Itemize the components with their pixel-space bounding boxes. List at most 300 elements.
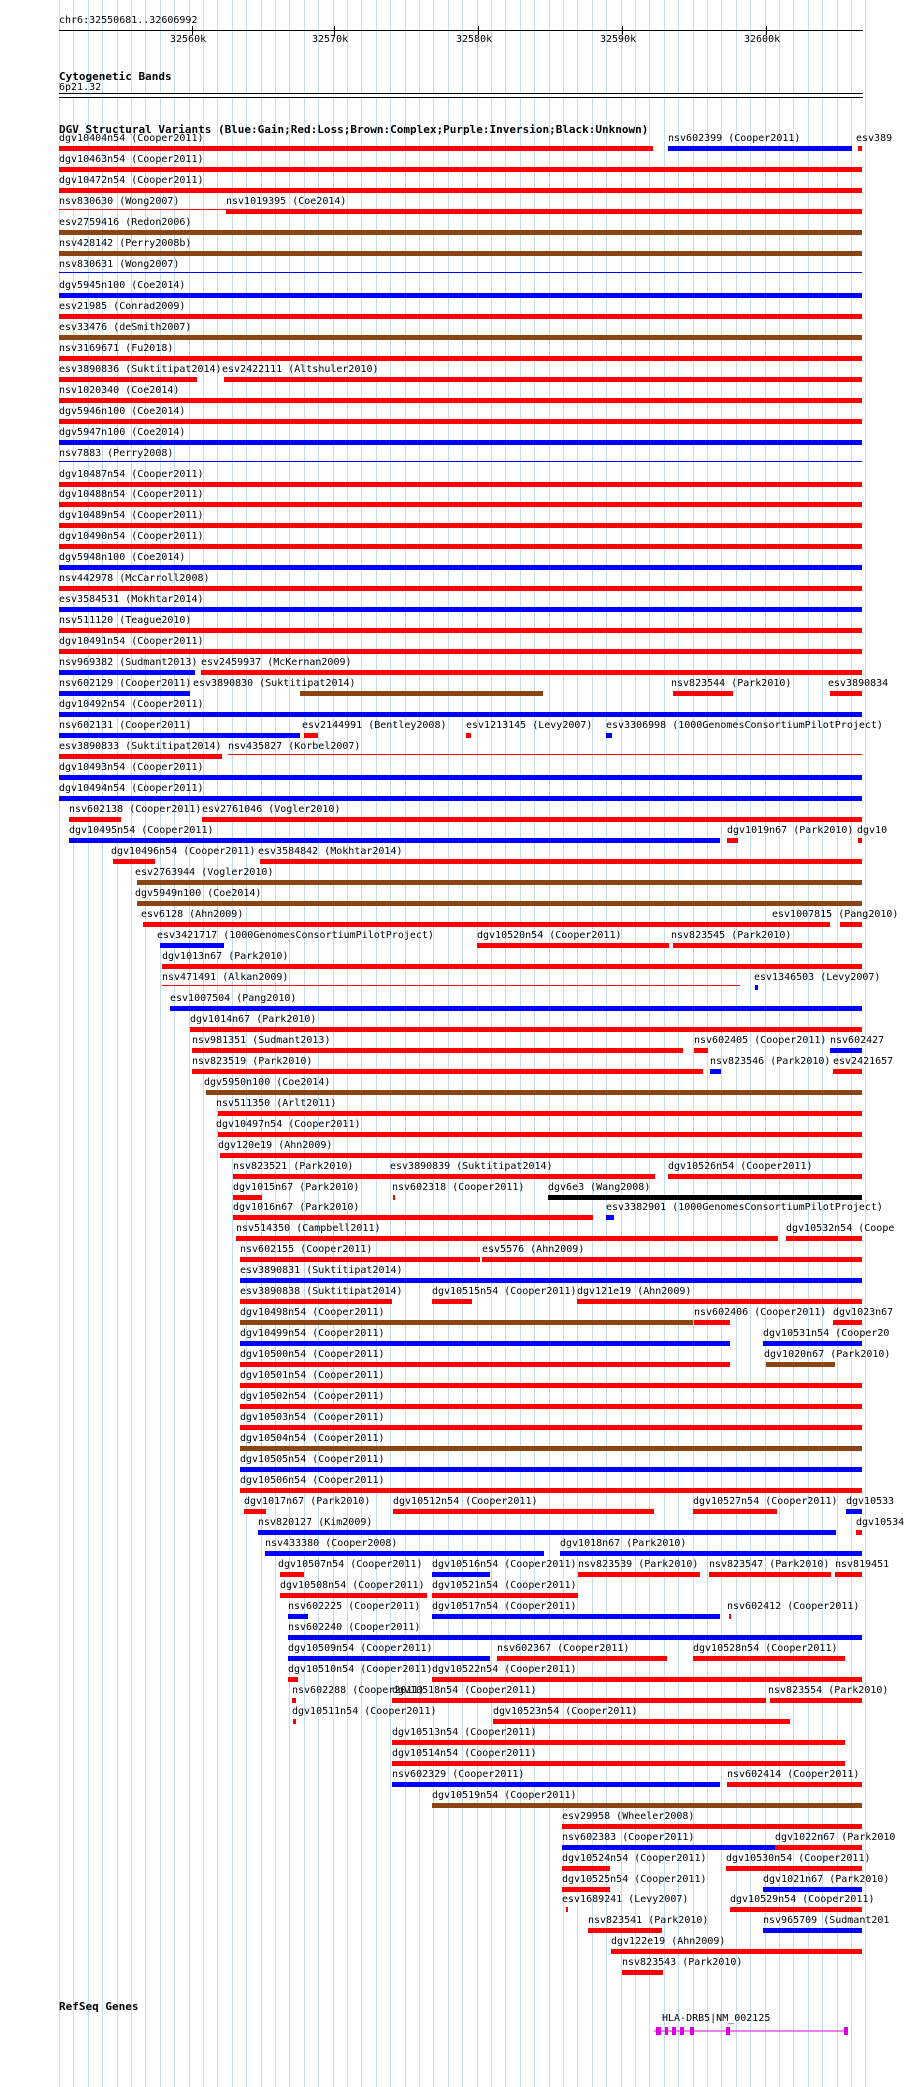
sv-feature-label[interactable]: esv1007815 (Pang2010): [772, 909, 899, 920]
sv-feature-label[interactable]: nsv823546 (Park2010): [710, 1056, 831, 1067]
sv-feature-label[interactable]: esv3890838 (Suktitipat2014): [240, 1286, 403, 1297]
sv-feature-label[interactable]: esv5576 (Ahn2009): [482, 1244, 585, 1255]
sv-feature-bar[interactable]: [59, 146, 653, 151]
sv-feature-label[interactable]: dgv1019n67 (Park2010): [727, 825, 854, 836]
sv-feature-bar[interactable]: [201, 670, 862, 675]
sv-feature-bar[interactable]: [59, 419, 862, 424]
sv-feature-bar[interactable]: [192, 1048, 683, 1053]
sv-feature-label[interactable]: esv6128 (Ahn2009): [141, 909, 244, 920]
sv-feature-label[interactable]: nsv602131 (Cooper2011): [59, 720, 192, 731]
sv-feature-bar[interactable]: [288, 1656, 490, 1661]
sv-feature-label[interactable]: dgv10518n54 (Cooper2011): [392, 1685, 537, 1696]
sv-feature-label[interactable]: dgv10503n54 (Cooper2011): [240, 1412, 385, 1423]
sv-feature-bar[interactable]: [770, 1698, 862, 1703]
sv-feature-bar[interactable]: [233, 1215, 593, 1220]
sv-feature-label[interactable]: dgv6e3 (Wang2008): [548, 1182, 651, 1193]
sv-feature-label[interactable]: nsv823554 (Park2010): [768, 1685, 889, 1696]
sv-feature-bar[interactable]: [113, 859, 155, 864]
sv-feature-bar[interactable]: [288, 1677, 298, 1682]
sv-feature-label[interactable]: dgv10497n54 (Cooper2011): [216, 1119, 361, 1130]
sv-feature-label[interactable]: dgv1022n67 (Park2010: [775, 1832, 896, 1843]
sv-feature-bar[interactable]: [293, 1719, 296, 1724]
sv-feature-label[interactable]: nsv823547 (Park2010): [709, 1559, 830, 1570]
sv-feature-bar[interactable]: [260, 859, 862, 864]
sv-feature-bar[interactable]: [578, 1572, 700, 1577]
sv-feature-label[interactable]: dgv10523n54 (Cooper2011): [493, 1706, 638, 1717]
sv-feature-bar[interactable]: [833, 1320, 862, 1325]
sv-feature-label[interactable]: dgv10495n54 (Cooper2011): [69, 825, 214, 836]
sv-feature-label[interactable]: dgv1018n67 (Park2010): [560, 1538, 687, 1549]
sv-feature-label[interactable]: esv3584842 (Mokhtar2014): [258, 846, 403, 857]
sv-feature-label[interactable]: dgv10530n54 (Cooper2011): [726, 1853, 871, 1864]
sv-feature-bar[interactable]: [240, 1467, 862, 1472]
sv-feature-bar[interactable]: [840, 922, 862, 927]
sv-feature-bar[interactable]: [482, 1257, 862, 1262]
sv-feature-bar[interactable]: [729, 1614, 731, 1619]
sv-feature-bar[interactable]: [562, 1824, 862, 1829]
sv-feature-label[interactable]: nsv602405 (Cooper2011): [694, 1035, 827, 1046]
sv-feature-label[interactable]: dgv10512n54 (Cooper2011): [393, 1496, 538, 1507]
sv-feature-bar[interactable]: [432, 1677, 862, 1682]
sv-feature-bar[interactable]: [392, 1782, 720, 1787]
sv-feature-label[interactable]: nsv965709 (Sudmant201: [763, 1915, 890, 1926]
sv-feature-bar[interactable]: [59, 335, 862, 340]
sv-feature-label[interactable]: esv2422111 (Altshuler2010): [222, 364, 379, 375]
sv-feature-bar[interactable]: [240, 1341, 730, 1346]
sv-feature-bar[interactable]: [160, 943, 224, 948]
sv-feature-bar[interactable]: [190, 1027, 862, 1032]
cytoband-bar[interactable]: [59, 93, 863, 98]
sv-feature-bar[interactable]: [162, 964, 862, 969]
sv-feature-label[interactable]: dgv1020n67 (Park2010): [764, 1349, 891, 1360]
sv-feature-label[interactable]: dgv10504n54 (Cooper2011): [240, 1433, 385, 1444]
sv-feature-bar[interactable]: [493, 1719, 790, 1724]
sv-feature-label[interactable]: esv3306998 (1000GenomesConsortiumPilotProject): [606, 720, 883, 731]
sv-feature-bar[interactable]: [59, 314, 862, 319]
sv-feature-label[interactable]: dgv10533: [846, 1496, 895, 1507]
sv-feature-bar[interactable]: [240, 1299, 392, 1304]
sv-feature-bar[interactable]: [258, 1530, 836, 1535]
sv-feature-bar[interactable]: [137, 901, 862, 906]
sv-feature-label[interactable]: esv2759416 (Redon2006): [59, 217, 192, 228]
sv-feature-label[interactable]: dgv10521n54 (Cooper2011): [432, 1580, 577, 1591]
sv-feature-bar[interactable]: [548, 1195, 862, 1200]
sv-feature-label[interactable]: nsv823545 (Park2010): [671, 930, 792, 941]
sv-feature-label[interactable]: nsv830630 (Wong2007): [59, 196, 180, 207]
sv-feature-label[interactable]: esv3382901 (1000GenomesConsortiumPilotProject): [606, 1202, 883, 1213]
sv-feature-bar[interactable]: [668, 1174, 862, 1179]
sv-feature-bar[interactable]: [137, 880, 862, 885]
sv-feature-bar[interactable]: [560, 1551, 862, 1556]
sv-feature-label[interactable]: nsv602383 (Cooper2011): [562, 1832, 695, 1843]
sv-feature-label[interactable]: nsv981351 (Sudmant2013): [192, 1035, 331, 1046]
sv-feature-label[interactable]: nsv433380 (Cooper2008): [265, 1538, 398, 1549]
sv-feature-bar[interactable]: [218, 1132, 862, 1137]
sv-feature-bar[interactable]: [220, 1153, 862, 1158]
sv-feature-bar[interactable]: [59, 691, 190, 696]
sv-feature-bar[interactable]: [280, 1572, 304, 1577]
sv-feature-label[interactable]: dgv10517n54 (Cooper2011): [432, 1601, 577, 1612]
sv-feature-label[interactable]: esv3421717 (1000GenomesConsortiumPilotProject): [157, 930, 434, 941]
sv-feature-label[interactable]: dgv5945n100 (Coe2014): [59, 280, 186, 291]
sv-feature-bar[interactable]: [693, 1656, 845, 1661]
sv-feature-bar[interactable]: [673, 943, 862, 948]
sv-feature-label[interactable]: nsv819451: [835, 1559, 890, 1570]
sv-feature-label[interactable]: dgv10532n54 (Coope: [786, 1223, 895, 1234]
sv-feature-bar[interactable]: [611, 1949, 862, 1954]
sv-feature-bar[interactable]: [170, 1006, 862, 1011]
sv-feature-bar[interactable]: [240, 1278, 862, 1283]
sv-feature-label[interactable]: nsv602288 (Cooper2011): [292, 1685, 425, 1696]
sv-feature-label[interactable]: esv1346503 (Levy2007): [754, 972, 881, 983]
sv-feature-bar[interactable]: [477, 943, 669, 948]
sv-feature-bar[interactable]: [288, 1614, 308, 1619]
sv-feature-bar[interactable]: [673, 691, 733, 696]
sv-feature-bar[interactable]: [218, 1111, 862, 1116]
sv-feature-label[interactable]: dgv10404n54 (Cooper2011): [59, 133, 204, 144]
sv-feature-label[interactable]: dgv1013n67 (Park2010): [162, 951, 289, 962]
sv-feature-bar[interactable]: [59, 796, 862, 801]
sv-feature-label[interactable]: nsv1019395 (Coe2014): [226, 196, 347, 207]
sv-feature-bar[interactable]: [59, 754, 222, 759]
sv-feature-label[interactable]: esv3890830 (Suktitipat2014): [193, 678, 356, 689]
sv-feature-label[interactable]: dgv10508n54 (Cooper2011): [280, 1580, 425, 1591]
sv-feature-bar[interactable]: [786, 1236, 862, 1241]
sv-feature-bar[interactable]: [162, 985, 740, 986]
sv-feature-bar[interactable]: [727, 1782, 862, 1787]
sv-feature-label[interactable]: dgv10529n54 (Cooper2011): [730, 1894, 875, 1905]
sv-feature-label[interactable]: dgv120e19 (Ahn2009): [218, 1140, 333, 1151]
sv-feature-label[interactable]: dgv10528n54 (Cooper2011): [693, 1643, 838, 1654]
sv-feature-label[interactable]: nsv969382 (Sudmant2013): [59, 657, 198, 668]
sv-feature-bar[interactable]: [59, 356, 862, 361]
sv-feature-label[interactable]: dgv1021n67 (Park2010): [763, 1874, 890, 1885]
sv-feature-label[interactable]: dgv10505n54 (Cooper2011): [240, 1454, 385, 1465]
sv-feature-label[interactable]: nsv7883 (Perry2008): [59, 448, 174, 459]
sv-feature-bar[interactable]: [59, 461, 862, 462]
sv-feature-label[interactable]: dgv10: [857, 825, 888, 836]
sv-feature-bar[interactable]: [392, 1698, 766, 1703]
sv-feature-label[interactable]: nsv602427: [830, 1035, 885, 1046]
sv-feature-label[interactable]: nsv823541 (Park2010): [588, 1915, 709, 1926]
sv-feature-label[interactable]: esv3890834: [828, 678, 889, 689]
sv-feature-bar[interactable]: [763, 1341, 862, 1346]
sv-feature-bar[interactable]: [226, 209, 862, 214]
sv-feature-bar[interactable]: [432, 1614, 720, 1619]
sv-feature-bar[interactable]: [835, 1572, 862, 1577]
sv-feature-label[interactable]: dgv10502n54 (Cooper2011): [240, 1391, 385, 1402]
sv-feature-bar[interactable]: [432, 1593, 578, 1598]
sv-feature-label[interactable]: dgv10506n54 (Cooper2011): [240, 1475, 385, 1486]
sv-feature-label[interactable]: nsv511120 (Teague2010): [59, 615, 192, 626]
sv-feature-bar[interactable]: [858, 838, 862, 843]
sv-feature-label[interactable]: nsv602240 (Cooper2011): [288, 1622, 421, 1633]
sv-feature-label[interactable]: dgv10534: [856, 1517, 904, 1528]
sv-feature-bar[interactable]: [393, 1195, 395, 1200]
sv-feature-label[interactable]: dgv10501n54 (Cooper2011): [240, 1370, 385, 1381]
sv-feature-bar[interactable]: [202, 817, 862, 822]
sv-feature-label[interactable]: esv2761046 (Vogler2010): [202, 804, 341, 815]
sv-feature-label[interactable]: nsv602318 (Cooper2011): [392, 1182, 525, 1193]
sv-feature-bar[interactable]: [59, 607, 862, 612]
sv-feature-bar[interactable]: [392, 1761, 845, 1766]
sv-feature-bar[interactable]: [292, 1698, 296, 1703]
sv-feature-label[interactable]: esv3890831 (Suktitipat2014): [240, 1265, 403, 1276]
sv-feature-label[interactable]: nsv602414 (Cooper2011): [727, 1769, 860, 1780]
sv-feature-label[interactable]: esv2459937 (McKernan2009): [201, 657, 352, 668]
sv-feature-bar[interactable]: [730, 1907, 862, 1912]
sv-feature-label[interactable]: dgv10522n54 (Cooper2011): [432, 1664, 577, 1675]
sv-feature-bar[interactable]: [69, 838, 720, 843]
sv-feature-bar[interactable]: [59, 565, 862, 570]
sv-feature-label[interactable]: nsv602129 (Cooper2011): [59, 678, 192, 689]
sv-feature-label[interactable]: nsv511350 (Arlt2011): [216, 1098, 337, 1109]
sv-feature-bar[interactable]: [59, 733, 300, 738]
sv-feature-label[interactable]: nsv823543 (Park2010): [622, 1957, 743, 1968]
sv-feature-bar[interactable]: [830, 1048, 862, 1053]
sv-feature-label[interactable]: nsv830631 (Wong2007): [59, 259, 180, 270]
sv-feature-bar[interactable]: [763, 1887, 862, 1892]
sv-feature-label[interactable]: dgv122e19 (Ahn2009): [611, 1936, 726, 1947]
sv-feature-label[interactable]: nsv514350 (Campbell2011): [236, 1223, 381, 1234]
sv-feature-bar[interactable]: [280, 1593, 427, 1598]
sv-feature-bar[interactable]: [244, 1509, 266, 1514]
sv-feature-label[interactable]: esv389: [856, 133, 893, 144]
sv-feature-bar[interactable]: [59, 251, 862, 256]
sv-feature-label[interactable]: dgv10463n54 (Cooper2011): [59, 154, 204, 165]
sv-feature-label[interactable]: nsv602399 (Cooper2011): [668, 133, 801, 144]
sv-feature-bar[interactable]: [497, 1656, 667, 1661]
sv-feature-label[interactable]: dgv10491n54 (Cooper2011): [59, 636, 204, 647]
sv-feature-bar[interactable]: [766, 1362, 835, 1367]
sv-feature-label[interactable]: esv29958 (Wheeler2008): [562, 1811, 695, 1822]
sv-feature-bar[interactable]: [606, 1215, 614, 1220]
sv-feature-label[interactable]: dgv10499n54 (Cooper2011): [240, 1328, 385, 1339]
sv-feature-bar[interactable]: [59, 398, 862, 403]
sv-feature-bar[interactable]: [233, 1195, 262, 1200]
sv-feature-label[interactable]: dgv10531n54 (Cooper20: [763, 1328, 890, 1339]
sv-feature-label[interactable]: nsv602367 (Cooper2011): [497, 1643, 630, 1654]
sv-feature-bar[interactable]: [59, 377, 197, 382]
sv-feature-label[interactable]: nsv820127 (Kim2009): [258, 1517, 373, 1528]
sv-feature-label[interactable]: dgv10489n54 (Cooper2011): [59, 510, 204, 521]
sv-feature-label[interactable]: esv3584531 (Mokhtar2014): [59, 594, 204, 605]
sv-feature-label[interactable]: nsv602138 (Cooper2011): [69, 804, 202, 815]
sv-feature-label[interactable]: nsv823519 (Park2010): [192, 1056, 313, 1067]
sv-feature-bar[interactable]: [830, 691, 862, 696]
sv-feature-bar[interactable]: [59, 482, 862, 487]
sv-feature-bar[interactable]: [693, 1509, 777, 1514]
sv-feature-bar[interactable]: [300, 691, 543, 696]
sv-feature-label[interactable]: dgv10526n54 (Cooper2011): [668, 1161, 813, 1172]
sv-feature-bar[interactable]: [59, 670, 195, 675]
sv-feature-bar[interactable]: [304, 733, 318, 738]
sv-feature-label[interactable]: nsv602155 (Cooper2011): [240, 1244, 373, 1255]
sv-feature-bar[interactable]: [240, 1404, 862, 1409]
sv-feature-bar[interactable]: [59, 440, 862, 445]
sv-feature-label[interactable]: nsv428142 (Perry2008b): [59, 238, 192, 249]
sv-feature-label[interactable]: nsv823521 (Park2010): [233, 1161, 354, 1172]
sv-feature-bar[interactable]: [392, 1740, 845, 1745]
sv-feature-bar[interactable]: [59, 502, 862, 507]
sv-feature-bar[interactable]: [240, 1257, 480, 1262]
sv-feature-label[interactable]: nsv823544 (Park2010): [671, 678, 792, 689]
sv-feature-bar[interactable]: [192, 1069, 703, 1074]
sv-feature-bar[interactable]: [59, 272, 862, 273]
sv-feature-bar[interactable]: [393, 1509, 654, 1514]
sv-feature-bar[interactable]: [59, 586, 862, 591]
sv-feature-label[interactable]: dgv5950n100 (Coe2014): [204, 1077, 331, 1088]
sv-feature-bar[interactable]: [577, 1299, 862, 1304]
sv-feature-bar[interactable]: [265, 1551, 544, 1556]
sv-feature-label[interactable]: dgv10498n54 (Cooper2011): [240, 1307, 385, 1318]
sv-feature-label[interactable]: dgv10500n54 (Cooper2011): [240, 1349, 385, 1360]
sv-feature-bar[interactable]: [59, 628, 862, 633]
sv-feature-label[interactable]: dgv10520n54 (Cooper2011): [477, 930, 622, 941]
sv-feature-label[interactable]: esv3890833 (Suktitipat2014): [59, 741, 222, 752]
sv-feature-label[interactable]: nsv602412 (Cooper2011): [727, 1601, 860, 1612]
sv-feature-label[interactable]: esv1213145 (Levy2007): [466, 720, 593, 731]
sv-feature-label[interactable]: esv1689241 (Levy2007): [562, 1894, 689, 1905]
sv-feature-bar[interactable]: [240, 1320, 693, 1325]
sv-feature-bar[interactable]: [432, 1299, 472, 1304]
sv-feature-bar[interactable]: [709, 1572, 831, 1577]
sv-feature-bar[interactable]: [240, 1362, 730, 1367]
sv-feature-label[interactable]: dgv5948n100 (Coe2014): [59, 552, 186, 563]
sv-feature-label[interactable]: dgv1023n67: [833, 1307, 894, 1318]
sv-feature-label[interactable]: esv2763944 (Vogler2010): [135, 867, 274, 878]
sv-feature-label[interactable]: dgv10493n54 (Cooper2011): [59, 762, 204, 773]
sv-feature-bar[interactable]: [846, 1509, 862, 1514]
sv-feature-label[interactable]: dgv10515n54 (Cooper2011): [432, 1286, 577, 1297]
sv-feature-bar[interactable]: [856, 1530, 862, 1535]
sv-feature-label[interactable]: dgv5946n100 (Coe2014): [59, 406, 186, 417]
sv-feature-label[interactable]: nsv602329 (Cooper2011): [392, 1769, 525, 1780]
sv-feature-label[interactable]: dgv10487n54 (Cooper2011): [59, 469, 204, 480]
sv-feature-label[interactable]: dgv10507n54 (Cooper2011): [278, 1559, 423, 1570]
sv-feature-label[interactable]: dgv10492n54 (Cooper2011): [59, 699, 204, 710]
sv-feature-label[interactable]: nsv602225 (Cooper2011): [288, 1601, 421, 1612]
sv-feature-bar[interactable]: [833, 1069, 862, 1074]
sv-feature-bar[interactable]: [606, 733, 612, 738]
sv-feature-bar[interactable]: [466, 733, 471, 738]
sv-feature-label[interactable]: dgv10516n54 (Cooper2011): [432, 1559, 577, 1570]
sv-feature-bar[interactable]: [562, 1866, 610, 1871]
sv-feature-label[interactable]: dgv10490n54 (Cooper2011): [59, 531, 204, 542]
sv-feature-label[interactable]: dgv10496n54 (Cooper2011): [111, 846, 256, 857]
sv-feature-label[interactable]: esv3890839 (Suktitipat2014): [390, 1161, 553, 1172]
sv-feature-label[interactable]: dgv1017n67 (Park2010): [244, 1496, 371, 1507]
sv-feature-bar[interactable]: [668, 146, 852, 151]
sv-feature-bar[interactable]: [240, 1488, 862, 1493]
sv-feature-bar[interactable]: [233, 1174, 390, 1179]
sv-feature-bar[interactable]: [763, 1928, 862, 1933]
sv-feature-bar[interactable]: [59, 712, 862, 717]
sv-feature-bar[interactable]: [588, 1928, 662, 1933]
sv-feature-bar[interactable]: [59, 230, 862, 235]
sv-feature-bar[interactable]: [240, 1383, 862, 1388]
sv-feature-label[interactable]: dgv10514n54 (Cooper2011): [392, 1748, 537, 1759]
sv-feature-label[interactable]: dgv1015n67 (Park2010): [233, 1182, 360, 1193]
sv-feature-bar[interactable]: [755, 985, 758, 990]
sv-feature-bar[interactable]: [775, 1845, 862, 1850]
sv-feature-bar[interactable]: [59, 167, 862, 172]
sv-feature-label[interactable]: dgv10519n54 (Cooper2011): [432, 1790, 577, 1801]
sv-feature-label[interactable]: esv2144991 (Bentley2008): [302, 720, 447, 731]
sv-feature-bar[interactable]: [143, 922, 830, 927]
sv-feature-bar[interactable]: [727, 838, 738, 843]
sv-feature-bar[interactable]: [240, 1446, 862, 1451]
sv-feature-bar[interactable]: [59, 775, 862, 780]
sv-feature-bar[interactable]: [858, 146, 862, 151]
gene-model[interactable]: [650, 2024, 865, 2038]
sv-feature-bar[interactable]: [694, 1048, 708, 1053]
sv-feature-label[interactable]: nsv3169671 (Fu2018): [59, 343, 174, 354]
sv-feature-bar[interactable]: [59, 544, 862, 549]
sv-feature-label[interactable]: esv2421657: [833, 1056, 894, 1067]
sv-feature-label[interactable]: nsv602406 (Cooper2011): [694, 1307, 827, 1318]
sv-feature-label[interactable]: esv21985 (Conrad2009): [59, 301, 186, 312]
sv-feature-label[interactable]: dgv10527n54 (Cooper2011): [693, 1496, 838, 1507]
sv-feature-bar[interactable]: [59, 523, 862, 528]
sv-feature-label[interactable]: dgv10510n54 (Cooper2011): [288, 1664, 433, 1675]
sv-feature-label[interactable]: nsv823539 (Park2010): [578, 1559, 699, 1570]
sv-feature-label[interactable]: esv33476 (deSmith2007): [59, 322, 192, 333]
sv-feature-label[interactable]: dgv5949n100 (Coe2014): [135, 888, 262, 899]
sv-feature-bar[interactable]: [240, 1425, 862, 1430]
sv-feature-label[interactable]: dgv1014n67 (Park2010): [190, 1014, 317, 1025]
sv-feature-bar[interactable]: [236, 1236, 778, 1241]
sv-feature-label[interactable]: nsv442978 (McCarroll2008): [59, 573, 210, 584]
ruler-line: [59, 30, 863, 31]
sv-feature-bar[interactable]: [432, 1572, 490, 1577]
sv-feature-label[interactable]: dgv10488n54 (Cooper2011): [59, 489, 204, 500]
sv-feature-bar[interactable]: [69, 817, 121, 822]
sv-feature-label[interactable]: dgv10472n54 (Cooper2011): [59, 175, 204, 186]
sv-feature-bar[interactable]: [228, 754, 862, 755]
sv-feature-label[interactable]: nsv435827 (Korbel2007): [228, 741, 361, 752]
sv-feature-label[interactable]: nsv471491 (Alkan2009): [162, 972, 289, 983]
sv-feature-bar[interactable]: [562, 1887, 610, 1892]
sv-feature-label[interactable]: dgv10511n54 (Cooper2011): [292, 1706, 437, 1717]
sv-feature-label[interactable]: dgv1016n67 (Park2010): [233, 1202, 360, 1213]
sv-feature-label[interactable]: dgv10513n54 (Cooper2011): [392, 1727, 537, 1738]
sv-feature-bar[interactable]: [59, 293, 862, 298]
sv-feature-bar[interactable]: [710, 1069, 721, 1074]
sv-feature-bar[interactable]: [390, 1174, 655, 1179]
sv-feature-bar[interactable]: [432, 1803, 862, 1808]
sv-feature-label[interactable]: nsv1020340 (Coe2014): [59, 385, 180, 396]
sv-feature-bar[interactable]: [288, 1635, 862, 1640]
sv-feature-bar[interactable]: [726, 1866, 862, 1871]
sv-feature-label[interactable]: esv1007504 (Pang2010): [170, 993, 297, 1004]
sv-feature-label[interactable]: esv3890836 (Suktitipat2014): [59, 364, 222, 375]
sv-feature-label[interactable]: dgv10525n54 (Cooper2011): [562, 1874, 707, 1885]
gene-label[interactable]: HLA-DRB5|NM_002125: [662, 2013, 771, 2024]
sv-feature-label[interactable]: dgv5947n100 (Coe2014): [59, 427, 186, 438]
sv-feature-label[interactable]: dgv10509n54 (Cooper2011): [288, 1643, 433, 1654]
sv-feature-bar[interactable]: [206, 1090, 862, 1095]
sv-feature-bar[interactable]: [59, 188, 862, 193]
sv-feature-bar[interactable]: [224, 377, 862, 382]
sv-feature-label[interactable]: dgv121e19 (Ahn2009): [577, 1286, 692, 1297]
sv-feature-label[interactable]: dgv10524n54 (Cooper2011): [562, 1853, 707, 1864]
sv-feature-bar[interactable]: [566, 1907, 568, 1912]
sv-feature-bar[interactable]: [694, 1320, 730, 1325]
sv-feature-label[interactable]: dgv10494n54 (Cooper2011): [59, 783, 204, 794]
sv-feature-bar[interactable]: [622, 1970, 663, 1975]
sv-feature-bar[interactable]: [59, 649, 862, 654]
